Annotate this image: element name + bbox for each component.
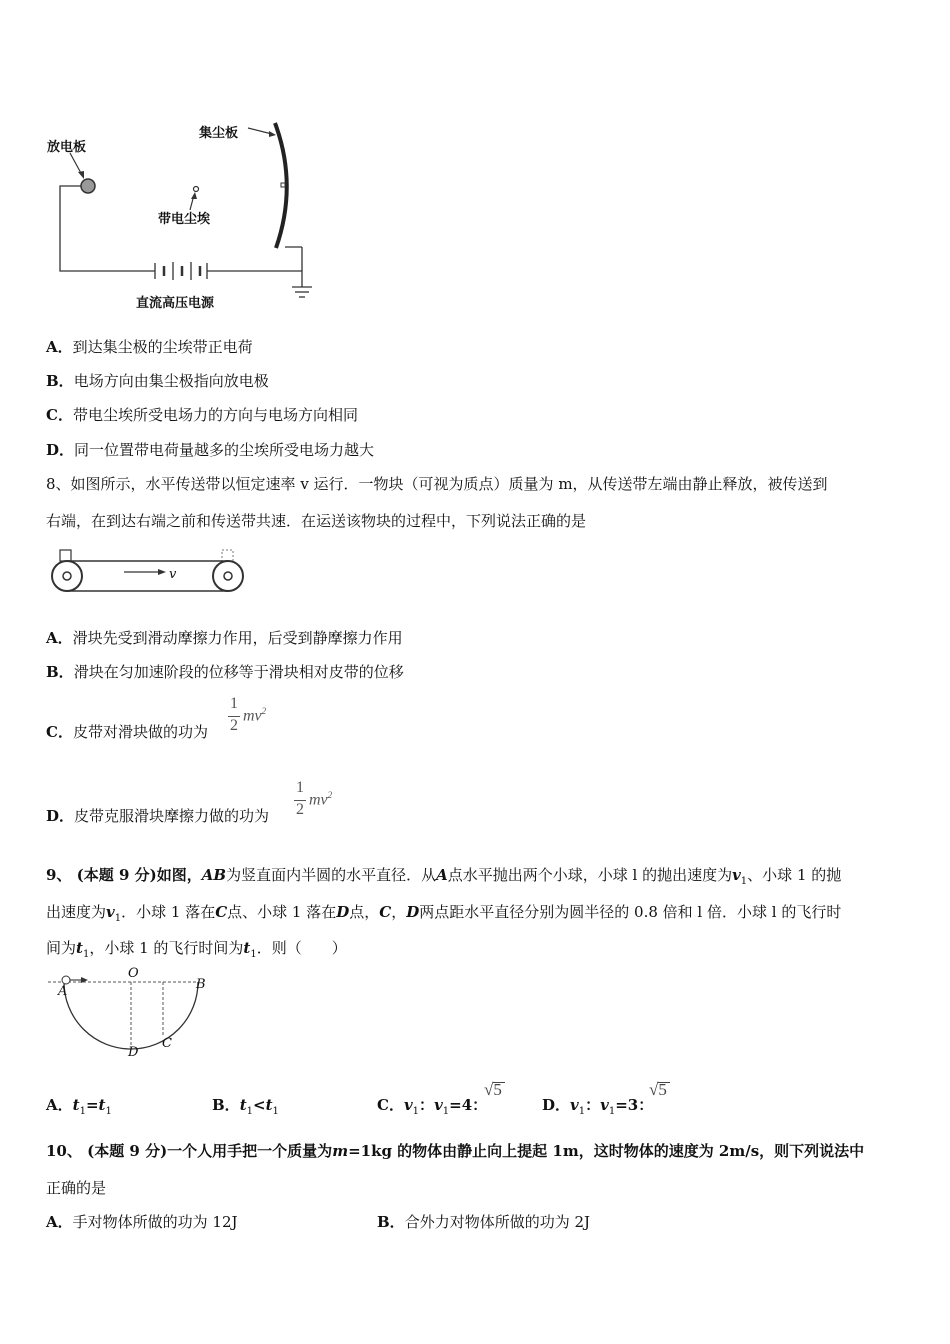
q10-m: m <box>332 1142 349 1160</box>
q8-option-c <box>46 721 208 742</box>
option-text: 手对物体所做的功为 12J <box>72 1213 238 1231</box>
q9-c: C <box>379 903 392 921</box>
q10-text: 10、 (本题 9 分)一个人用手把一个质量为 <box>46 1142 333 1160</box>
q8-stem-line1: 8、如图所示，水平传送带以恒定速率 v 运行．一物块（可视为质点）质量为 m，从传送带左端由静止释放，被传送到 <box>46 475 828 493</box>
frac-num: 1 <box>230 695 238 712</box>
q9-text: 间为 <box>46 939 77 957</box>
q8-stem-line2: 右端，在到达右端之前和传送带共速．在运送该物块的过程中，下列说法正确的是 <box>46 512 587 530</box>
sqrt-symbol: √ <box>649 1080 659 1099</box>
point-o-label: O <box>128 966 139 981</box>
frac-num: 1 <box>296 779 304 796</box>
dust-particle <box>194 187 199 192</box>
q9-t: t <box>76 939 83 957</box>
discharge-plate-ball <box>81 179 95 193</box>
q9-text: 点、小球 1 落在 <box>227 903 337 921</box>
q9-t: t <box>72 1096 80 1114</box>
q9-sep: ： <box>419 1096 435 1114</box>
point-b-label: B <box>196 977 206 992</box>
conveyor-diagram <box>46 546 251 598</box>
point-d-label: D <box>128 1045 139 1060</box>
q9-t: t <box>98 1096 106 1114</box>
q9-sub: 1 <box>272 1106 279 1117</box>
option-text: 合外力对物体所做的功为 2J <box>404 1213 591 1231</box>
label-discharge-plate: 放电板 <box>47 140 87 155</box>
label-power-source: 直流高压电源 <box>136 296 215 311</box>
option-key: C． <box>377 1096 404 1114</box>
label-charged-dust: 带电尘埃 <box>158 212 211 227</box>
q9-stem-line1 <box>46 864 841 887</box>
q9-option-c <box>377 1094 487 1117</box>
frac-mv: mv <box>243 707 262 725</box>
fraction-half-mv2 <box>294 779 344 823</box>
q9-text: 出速度为 <box>46 903 107 921</box>
point-a-label: A <box>58 984 68 999</box>
q7-option-c <box>46 404 358 425</box>
option-key: B． <box>212 1096 240 1114</box>
q9-sub: 1 <box>412 1106 420 1117</box>
sqrt-value: 5 <box>493 1080 502 1099</box>
frac-den: 2 <box>230 717 238 734</box>
option-text: 带电尘埃所受电场力的方向与电场方向相同 <box>72 406 358 424</box>
precipitator-figure <box>40 115 330 315</box>
velocity-label: v <box>169 567 177 582</box>
option-text: 电场方向由集尘极指向放电极 <box>73 372 269 390</box>
q9-text: ．则（ ） <box>256 939 347 957</box>
q10-stem-line2: 正确的是 <box>46 1179 107 1197</box>
sqrt-value: 5 <box>658 1080 667 1099</box>
q9-text: ．小球 1 落在 <box>121 903 216 921</box>
q9-text: 两点距水平直径分别为圆半径的 0.8 倍和 l 倍．小球 l 的飞行时 <box>419 903 842 921</box>
q9-sub: 1 <box>82 949 90 960</box>
q9-text: 、小球 1 的抛 <box>747 866 842 884</box>
q9-v: v <box>434 1096 443 1114</box>
q7-option-a <box>46 336 253 357</box>
q9-sub: 1 <box>79 1106 86 1117</box>
q9-stem-line2 <box>46 901 841 924</box>
q9-rel: =4： <box>449 1096 488 1114</box>
q9-sub: 1 <box>442 1106 450 1117</box>
q9-option-d <box>542 1094 653 1117</box>
q9-rel: < <box>253 1096 266 1114</box>
conveyor-figure <box>46 546 251 598</box>
option-text: 滑块在匀加速阶段的位移等于滑块相对皮带的位移 <box>73 663 404 681</box>
sqrt-symbol: √ <box>484 1080 494 1099</box>
q9-sub: 1 <box>105 1106 112 1117</box>
q10-option-b <box>377 1211 590 1232</box>
q9-text: 点水平抛出两个小球，小球 l 的抛出速度为 <box>447 866 733 884</box>
option-text: 皮带克服滑块摩擦力做的功为 <box>74 807 270 825</box>
option-key: A． <box>46 1096 73 1114</box>
q9-text: ， <box>391 903 407 921</box>
q9-sub: 1 <box>740 876 748 887</box>
q9-v: v <box>106 903 115 921</box>
q9-t: t <box>243 939 251 957</box>
q9-rel: =3： <box>615 1096 654 1114</box>
q9-d: D <box>336 903 350 921</box>
fraction-half-mv2 <box>228 695 278 739</box>
q7-option-b <box>46 370 269 391</box>
q9-c: C <box>215 903 228 921</box>
q7-option-d <box>46 439 374 460</box>
q9-option-b <box>212 1094 279 1117</box>
q9-sub: 1 <box>250 949 257 960</box>
q9-option-a <box>46 1094 112 1117</box>
q10-text: =1kg 的物体由静止向上提起 1m，这时物体的速度为 2m/s，则下列说法中 <box>348 1142 865 1160</box>
q8-option-b <box>46 661 404 682</box>
q10-option-a <box>46 1211 238 1232</box>
q9-rel: = <box>85 1096 99 1114</box>
q8-option-a <box>46 627 403 648</box>
option-key: C． <box>46 406 73 424</box>
q9-sep: ： <box>585 1096 601 1114</box>
block-start <box>60 550 71 561</box>
ball-start <box>62 976 70 984</box>
q9-t: t <box>265 1096 273 1114</box>
option-key: B． <box>46 372 74 390</box>
q8-option-d <box>46 805 269 826</box>
option-key: B． <box>377 1213 405 1231</box>
sqrt-5 <box>649 1080 667 1100</box>
q9-sub: 1 <box>608 1106 616 1117</box>
option-text: 到达集尘极的尘埃带正电荷 <box>72 338 253 356</box>
option-key: D． <box>46 807 75 825</box>
q9-v: v <box>732 866 741 884</box>
frac-exp: 2 <box>261 706 267 716</box>
frac-mv: mv <box>309 791 328 809</box>
option-key: A． <box>46 629 73 647</box>
option-key: D． <box>46 441 75 459</box>
semicircle-figure <box>46 968 216 1060</box>
q9-sub: 1 <box>578 1106 586 1117</box>
frac-den: 2 <box>296 801 304 818</box>
q10-stem-line1 <box>46 1140 864 1161</box>
q9-v: v <box>403 1096 413 1114</box>
q9-ab: AB <box>201 866 227 884</box>
q9-text: 为竖直面内半圆的水平直径．从 <box>226 866 437 884</box>
label-collector-plate: 集尘板 <box>199 126 239 141</box>
option-key: A． <box>46 1213 73 1231</box>
option-text: 皮带对滑块做的功为 <box>72 723 208 741</box>
point-c-label: C <box>162 1036 172 1051</box>
sqrt-5 <box>484 1080 502 1100</box>
option-key: A． <box>46 338 73 356</box>
option-text: 滑块先受到滑动摩擦力作用，后受到静摩擦力作用 <box>72 629 403 647</box>
option-key: B． <box>46 663 74 681</box>
option-key: D． <box>542 1096 571 1114</box>
q9-v: v <box>600 1096 609 1114</box>
q9-a: A <box>436 866 448 884</box>
option-key: C． <box>46 723 73 741</box>
frac-exp: 2 <box>327 790 333 800</box>
q9-d: D <box>406 903 420 921</box>
block-end <box>222 550 233 561</box>
q9-v: v <box>570 1096 579 1114</box>
q9-text: ，小球 1 的飞行时间为 <box>89 939 244 957</box>
q9-sub: 1 <box>246 1106 253 1117</box>
q9-prefix: 9、 (本题 9 分)如图， <box>46 866 202 884</box>
q9-text: 点， <box>349 903 380 921</box>
q9-sub: 1 <box>114 913 122 924</box>
q9-stem-line3 <box>46 937 347 960</box>
q9-t: t <box>239 1096 247 1114</box>
option-text: 同一位置带电荷量越多的尘埃所受电场力越大 <box>74 441 375 459</box>
